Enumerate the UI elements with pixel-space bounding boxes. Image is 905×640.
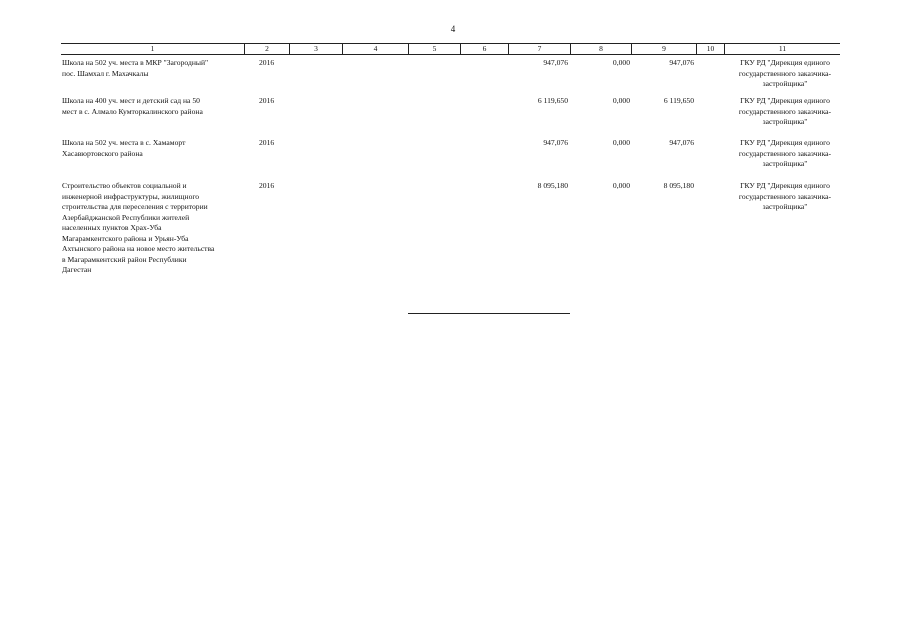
- row-3-year: 2016: [259, 138, 275, 147]
- row-1-customer: ГКУ РД "Дирекция единого государственного заказчика- застройщика": [738, 58, 832, 88]
- row-1-col7: 947,076: [543, 58, 568, 67]
- column-header-11: 11: [724, 44, 840, 54]
- row-3-col7: 947,076: [543, 138, 568, 147]
- row-3-name: Школа на 502 уч. места в с. Хамаморт Хасавюртовского района: [62, 138, 186, 158]
- row-4-name: Строительство объектов социальной и инженерной инфраструктуры, жилищного строительства для переселения с территории Азербайджанской Республики жителей населенных пунктов Храх-Уба Магарамкентского района и Урьян-Уба Ахтынского района на новое место жительства в Магарамкентский район Республики Дагестан: [62, 181, 215, 274]
- row-2-name: Школа на 400 уч. мест и детский сад на 50 мест в с. Алмало Кумторкалинского района: [62, 96, 203, 116]
- row-2-col8: 0,000: [612, 96, 630, 105]
- row-2-year: 2016: [259, 96, 275, 105]
- end-of-table-rule: [408, 313, 570, 314]
- row-1-year: 2016: [259, 58, 275, 67]
- column-header-8: 8: [570, 44, 631, 54]
- column-header-9: 9: [631, 44, 696, 54]
- table-header: [61, 43, 840, 55]
- column-header-4: 4: [342, 44, 408, 54]
- row-3-col8: 0,000: [612, 138, 630, 147]
- row-1-col8: 0,000: [612, 58, 630, 67]
- row-4-customer: ГКУ РД "Дирекция единого государственного заказчика- застройщика": [738, 181, 832, 211]
- row-4-col9: 8 095,180: [663, 181, 694, 190]
- column-header-5: 5: [408, 44, 460, 54]
- row-2-customer: ГКУ РД "Дирекция единого государственного заказчика- застройщика": [738, 96, 832, 126]
- row-3-customer: ГКУ РД "Дирекция единого государственного заказчика- застройщика": [738, 138, 832, 168]
- column-header-7: 7: [508, 44, 570, 54]
- row-2-col9: 6 119,650: [663, 96, 694, 105]
- column-header-1: 1: [150, 44, 155, 53]
- row-2-col7: 6 119,650: [537, 96, 568, 105]
- row-1-name: Школа на 502 уч. места в МКР "Загородный" пос. Шамхал г. Махачкалы: [62, 58, 209, 78]
- row-1-col9: 947,076: [669, 58, 694, 67]
- column-header-10: 10: [696, 44, 724, 54]
- column-header-6: 6: [460, 44, 508, 54]
- row-4-col8: 0,000: [612, 181, 630, 190]
- column-header-3: 3: [289, 44, 342, 54]
- column-header-2: 2: [244, 44, 289, 54]
- row-4-col7: 8 095,180: [537, 181, 568, 190]
- row-3-col9: 947,076: [669, 138, 694, 147]
- page-number: 4: [450, 24, 456, 34]
- row-4-year: 2016: [259, 181, 275, 190]
